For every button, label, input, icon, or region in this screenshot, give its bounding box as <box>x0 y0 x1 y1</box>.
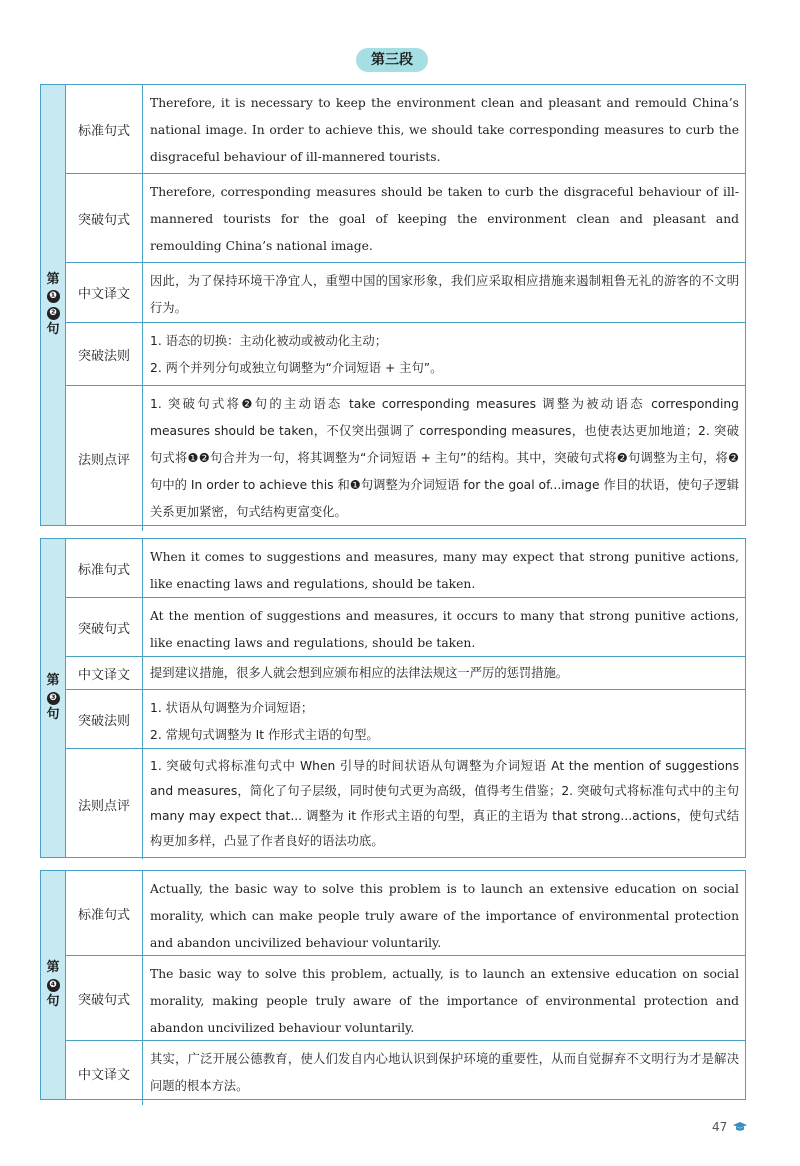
sentence-block-2 <box>40 538 746 858</box>
row-content: 提到建议措施，很多人就会想到应颁布相应的法律法规这一严厉的惩罚措施。 <box>150 666 569 680</box>
row-label: 标准句式 <box>66 85 143 173</box>
table-row <box>66 174 745 263</box>
side-char: 第 <box>46 960 60 976</box>
page-number: 47 <box>712 1120 728 1134</box>
circled-number: ❷ <box>47 307 60 320</box>
row-label: 中文译文 <box>66 263 143 322</box>
row-label: 突破句式 <box>66 174 143 262</box>
table-row <box>66 85 745 174</box>
row-label: 标准句式 <box>66 871 143 955</box>
rule-line: 1. 状语从句调整为介词短语； <box>150 701 314 715</box>
circled-number: ❸ <box>47 692 60 705</box>
row-label: 法则点评 <box>66 749 143 859</box>
table-row <box>66 871 745 956</box>
row-content: Therefore, corresponding measures should be taken to curb the disgraceful behaviour of ill-mannered tourists for the goal of keeping the environment clean and pleasant and remoulding China’s national image. <box>150 185 739 253</box>
row-content: When it comes to suggestions and measures, many may expect that strong punitive actions, like enacting laws and regulations, should be taken. <box>150 550 739 591</box>
section-title: 第三段 <box>356 48 428 72</box>
row-label: 突破句式 <box>66 956 143 1040</box>
table-row <box>66 323 745 386</box>
table-row <box>66 539 745 598</box>
row-label: 中文译文 <box>66 657 143 689</box>
row-label: 突破法则 <box>66 323 143 385</box>
table-row <box>66 598 745 657</box>
rule-line: 1. 语态的切换：主动化被动或被动化主动； <box>150 334 387 348</box>
row-content: 1. 突破句式将标准句式中 When 引导的时间状语从句调整为介词短语 At the mention of suggestions and measures，简化了句子层级，同时使句式更为高级，值得考生借鉴；2. 突破句式将标准句式中的主句 many may expect that... 调整为 it 作形式主语的句型，真正的主语为 that strong...actions，使句式结构更加多样，凸显了作者良好的语法功底。 <box>150 759 739 848</box>
side-char: 第 <box>46 271 60 287</box>
row-content: At the mention of suggestions and measures, it occurs to many that strong punitive actions, like enacting laws and regulations, should be taken. <box>150 609 739 650</box>
rule-line: 2. 常规句式调整为 It 作形式主语的句型。 <box>150 728 379 742</box>
circled-number: ❶ <box>47 290 60 303</box>
row-label: 法则点评 <box>66 386 143 531</box>
table-row <box>66 657 745 690</box>
row-content <box>143 323 745 385</box>
side-char: 句 <box>46 993 60 1009</box>
side-char: 句 <box>46 706 60 722</box>
row-content: Therefore, it is necessary to keep the environment clean and pleasant and remould China’s national image. In order to achieve this, we should take corresponding measures to curb the disgraceful behaviour of ill-mannered tourists. <box>150 96 739 164</box>
table-row <box>66 956 745 1041</box>
circled-number: ❹ <box>47 979 60 992</box>
block-side-label <box>41 539 66 857</box>
row-label: 突破句式 <box>66 598 143 656</box>
row-label: 突破法则 <box>66 690 143 748</box>
row-content: 1. 突破句式将❷句的主动语态 take corresponding measures 调整为被动语态 corresponding measures should be taken，不仅突出强调了 corresponding measures，也使表达更加地道；2. 突破句式将❶❷句合并为一句，将其调整为“介词短语 + 主句”的结构。其中，突破句式将❷句调整为主句，将❷句中的 In order to achieve this 和❶句调整为介词短语 for the goal of...image 作目的状语，使句子逻辑关系更加紧密，句式结构更富变化。 <box>150 397 739 519</box>
table-row <box>66 749 745 859</box>
graduation-cap-icon <box>733 1122 747 1132</box>
sentence-block-1 <box>40 84 746 526</box>
row-content: Actually, the basic way to solve this problem is to launch an extensive education on social morality, which can make people truly aware of the importance of environmental protection and abandon uncivilized behaviour voluntarily. <box>150 882 739 950</box>
row-content: The basic way to solve this problem, actually, is to launch an extensive education on social morality, making people truly aware of the importance of environmental protection and abandon uncivilized behaviour voluntarily. <box>150 967 739 1035</box>
sentence-block-3 <box>40 870 746 1100</box>
table-row <box>66 690 745 749</box>
table-row <box>66 263 745 323</box>
side-char: 句 <box>46 322 60 337</box>
row-label: 标准句式 <box>66 539 143 597</box>
row-content <box>143 690 745 748</box>
rule-line: 2. 两个并列分句或独立句调整为“介词短语 + 主句”。 <box>150 361 443 375</box>
row-label: 中文译文 <box>66 1041 143 1105</box>
row-content: 其实，广泛开展公德教育，使人们发自内心地认识到保护环境的重要性，从而自觉摒弃不文明行为才是解决问题的根本方法。 <box>150 1052 739 1093</box>
side-char: 第 <box>46 673 60 689</box>
block-side-label <box>41 871 66 1099</box>
table-row <box>66 1041 745 1105</box>
block-side-label <box>41 85 66 525</box>
table-row <box>66 386 745 531</box>
row-content: 因此，为了保持环境干净宜人，重塑中国的国家形象，我们应采取相应措施来遏制粗鲁无礼的游客的不文明行为。 <box>150 274 739 315</box>
